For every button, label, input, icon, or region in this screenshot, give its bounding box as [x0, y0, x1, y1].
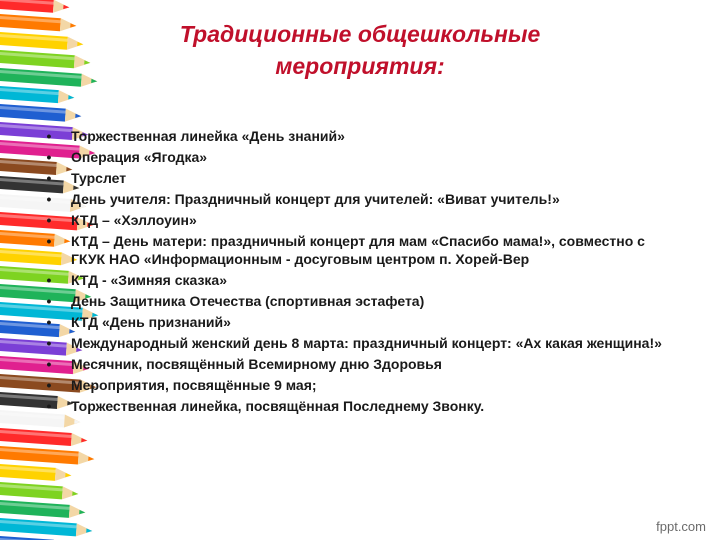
- list-item-text: КТД – День матери: праздничный концерт для мам «Спасибо мама!», совместно с ГКУК НАО «Информационным - досуговым центром п. Хорей-Вер: [71, 233, 645, 267]
- bullet-icon: •: [46, 149, 52, 165]
- list-item-text: Торжественная линейка «День знаний»: [71, 128, 345, 144]
- list-item: [40, 169, 680, 187]
- pencil-icon: [0, 500, 86, 519]
- list-item: [40, 211, 680, 229]
- pencil-icon: [0, 482, 79, 501]
- pencil-icon: [0, 50, 91, 70]
- list-item-text: Месячник, посвящённый Всемирному дню Здоровья: [71, 356, 442, 372]
- pencil-icon: [0, 68, 98, 88]
- pencil-icon: [0, 0, 70, 14]
- list-item: [40, 355, 680, 373]
- list-item: [40, 334, 680, 352]
- pencil-icon: [0, 518, 93, 538]
- pencil-icon: [0, 86, 75, 105]
- pencil-icon: [0, 14, 77, 33]
- bullet-icon: •: [46, 233, 52, 249]
- events-list: [40, 127, 680, 418]
- bullet-icon: •: [46, 212, 52, 228]
- bullet-icon: •: [46, 356, 52, 372]
- bullet-icon: •: [46, 170, 52, 186]
- list-item: [40, 232, 680, 268]
- list-item-text: КТД - «Зимняя сказка»: [71, 272, 228, 288]
- list-item-text: КТД «День признаний»: [71, 314, 231, 330]
- pencil-icon: [0, 428, 88, 448]
- list-item-text: КТД – «Хэллоуин»: [71, 212, 197, 228]
- list-item-text: Операция «Ягодка»: [71, 149, 208, 165]
- slide-title: [100, 18, 620, 82]
- title-line-2: мероприятия:: [275, 53, 445, 79]
- list-item-text: Мероприятия, посвящённые 9 мая;: [71, 377, 317, 393]
- list-item: [40, 271, 680, 289]
- pencil-icon: [0, 446, 95, 466]
- bullet-icon: •: [46, 293, 52, 309]
- bullet-icon: •: [46, 191, 52, 207]
- list-item-text: Торжественная линейка, посвящённая Последнему Звонку.: [71, 398, 485, 414]
- list-item: [40, 292, 680, 310]
- title-line-1: Традиционные общешкольные: [179, 21, 541, 47]
- list-item-text: День Защитника Отечества (спортивная эстафета): [71, 293, 425, 309]
- list-item-text: День учителя: Праздничный концерт для учителей: «Виват учитель!»: [71, 191, 560, 207]
- list-item: [40, 397, 680, 415]
- list-item: [40, 376, 680, 394]
- bullet-icon: •: [46, 314, 52, 330]
- pencil-icon: [0, 32, 84, 51]
- bullet-icon: •: [46, 377, 52, 393]
- bullet-icon: •: [46, 128, 52, 144]
- list-item: [40, 313, 680, 331]
- list-item: [40, 127, 680, 145]
- bullet-icon: •: [46, 398, 52, 414]
- bullet-icon: •: [46, 335, 52, 351]
- pencil-icon: [0, 104, 82, 123]
- list-item: [40, 190, 680, 208]
- list-item-text: Турслет: [71, 170, 127, 186]
- watermark: fppt.com: [656, 519, 706, 534]
- list-item-text: Международный женский день 8 марта: праздничный концерт: «Ах какая женщина!»: [71, 335, 662, 351]
- list-item: [40, 148, 680, 166]
- bullet-icon: •: [46, 272, 52, 288]
- pencil-icon: [0, 464, 72, 482]
- pencil-icon: [0, 536, 70, 540]
